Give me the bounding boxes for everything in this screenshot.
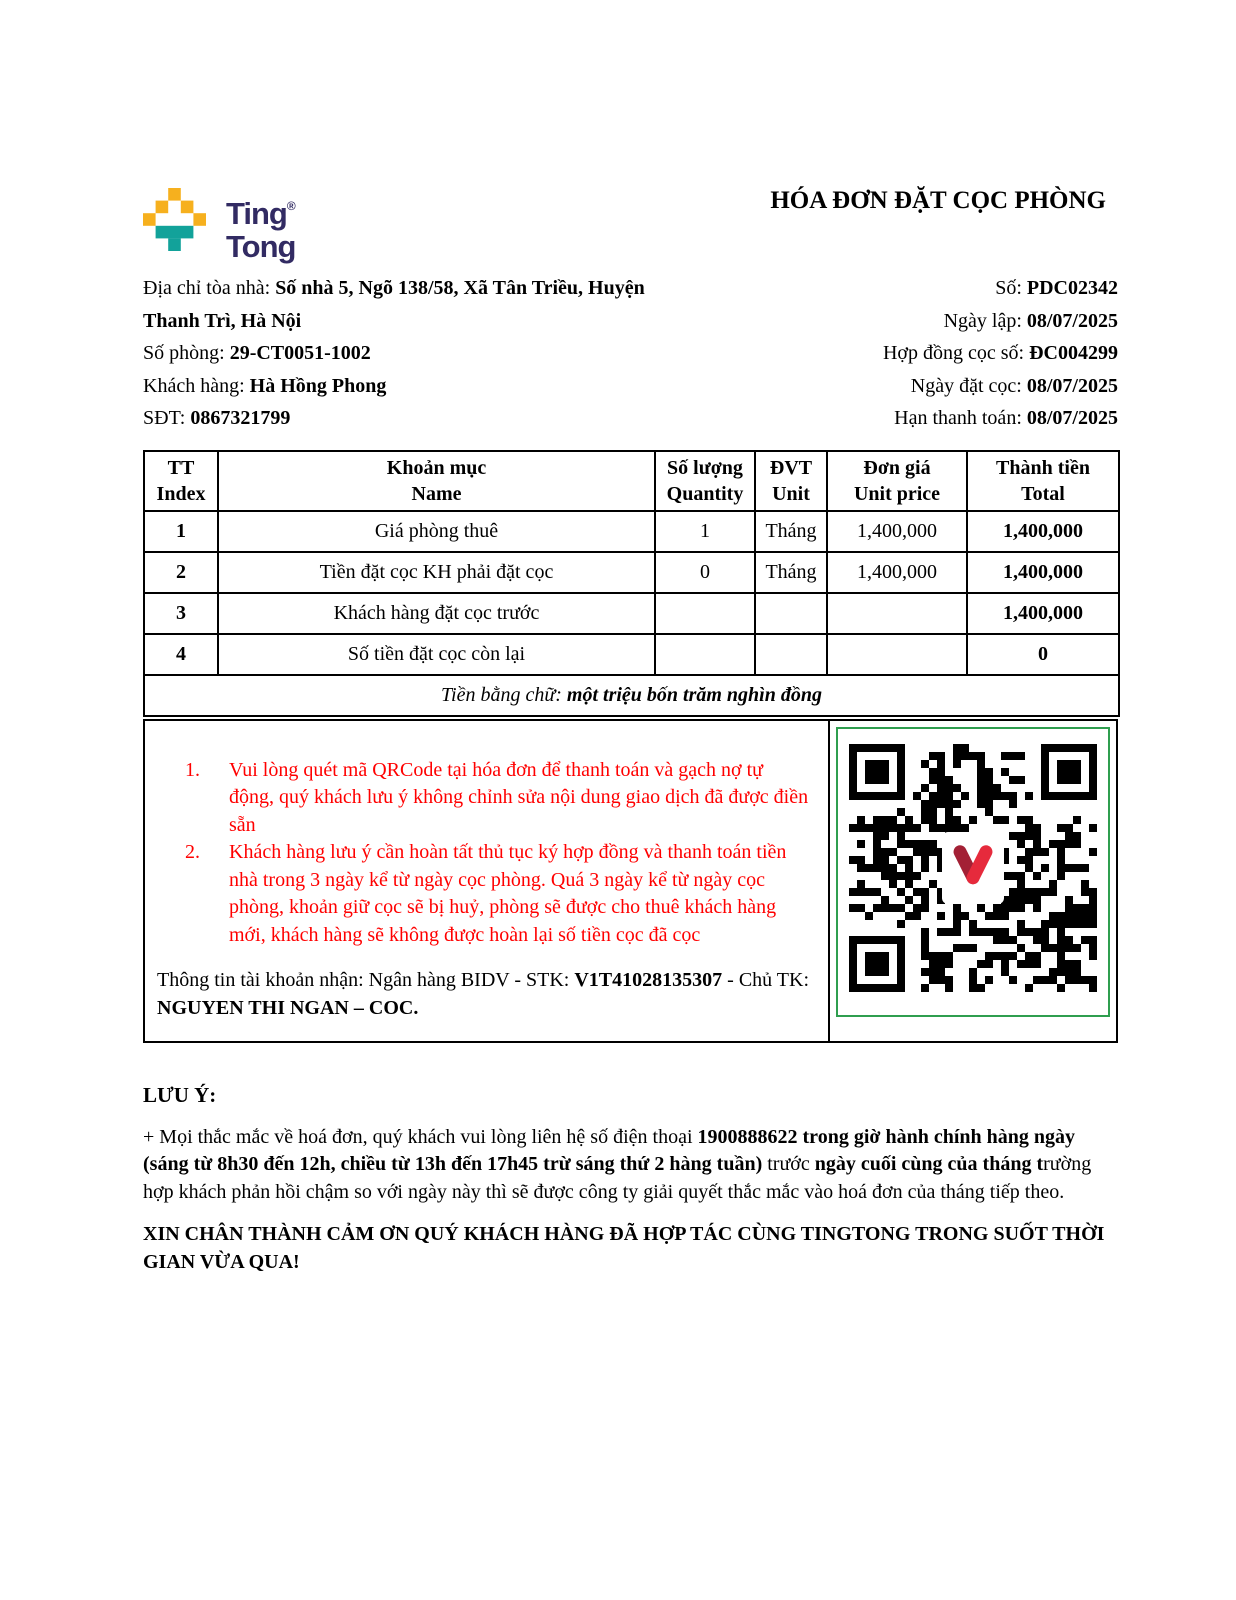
row2-unit: Tháng — [755, 552, 827, 593]
row1-index: 1 — [144, 511, 218, 552]
row1-quantity: 1 — [655, 511, 755, 552]
support-deadline: ngày cuối cùng của tháng t — [814, 1153, 1044, 1175]
col-header-unit: ĐVT Unit — [755, 451, 827, 511]
row3-index: 3 — [144, 593, 218, 634]
logo-wordmark — [226, 190, 296, 272]
room-number-row: Số phòng: 29-CT0051-1002 — [143, 342, 371, 364]
thank-you-note: XIN CHÂN THÀNH CẢM ƠN QUÝ KHÁCH HÀNG ĐÃ HỢP TÁC CÙNG TINGTONG TRONG SUỐT THỜI GIAN VỪA QUA! — [143, 1223, 1105, 1273]
amount-in-words-row — [144, 675, 1119, 716]
issue-date-row: Ngày lập: 08/07/2025 — [943, 309, 1118, 332]
row3-unit — [755, 593, 827, 634]
amount-in-words-value: một triệu bốn trăm nghìn đồng — [566, 683, 822, 706]
footer-note-heading: LƯU Ý: — [143, 1082, 217, 1107]
support-phone-hours: 1900888622 trong giờ hành chính hàng ngày (sáng từ 8h30 đến 12h, chiều từ 13h đến 17h45 trừ sáng thứ 2 hàng tuần) — [143, 1125, 1075, 1175]
row2-unit-price: 1,400,000 — [827, 552, 967, 593]
vnpay-v-icon — [946, 841, 1000, 895]
invoice-content — [143, 186, 1118, 1276]
invoice-meta — [143, 272, 1118, 435]
row4-index: 4 — [144, 634, 218, 675]
row1-name: Giá phòng thuê — [218, 511, 655, 552]
table-row — [144, 511, 1119, 552]
logo-word-tong: Tong — [226, 229, 296, 264]
row2-quantity: 0 — [655, 552, 755, 593]
bank-account-holder: NGUYEN THI NGAN – COC. — [157, 996, 419, 1019]
invoice-table — [143, 450, 1120, 717]
support-text: + Mọi thắc mắc về hoá đơn, quý khách vui lòng liên hệ số điện thoại — [143, 1125, 698, 1148]
support-text: rường hợp khách phản hồi chậm so với ngày này thì sẽ được công ty giải quyết thắc mắc vào hoá đơn của tháng tiếp theo. — [143, 1153, 1092, 1203]
note-text: Khách hàng lưu ý cần hoàn tất thủ tục ký hợp đồng và thanh toán tiền nhà trong 3 ngày kể từ ngày cọc phòng. Quá 3 ngày kể từ ngày cọc phòng, khoản giữ cọc sẽ bị huỷ, phòng sẽ được cho thuê khách hàng mới, khách hàng sẽ không được hoàn lại số tiền cọc đã cọc — [229, 841, 787, 946]
row3-name: Khách hàng đặt cọc trước — [218, 593, 655, 634]
header — [143, 186, 1118, 272]
table-row — [144, 634, 1119, 675]
note-item-2 — [185, 839, 828, 949]
row1-unit: Tháng — [755, 511, 827, 552]
payment-notes — [145, 721, 828, 1041]
bank-info-prefix: Thông tin tài khoản nhận: Ngân hàng BIDV - STK: — [157, 969, 575, 991]
address-row: Địa chỉ tòa nhà: Số nhà 5, Ngõ 138/58, Xã Tân Triều, Huyện Thanh Trì, Hà Nội — [143, 277, 645, 332]
support-paragraph — [143, 1124, 1118, 1207]
col-header-total: Thành tiền Total — [967, 451, 1119, 511]
tingtong-logo-icon — [143, 188, 206, 251]
row1-unit-price: 1,400,000 — [827, 511, 967, 552]
row4-unit-price — [827, 634, 967, 675]
due-date-row: Hạn thanh toán: 08/07/2025 — [894, 407, 1118, 429]
col-header-quantity: Số lượng Quantity — [655, 451, 755, 511]
payment-notes-box — [143, 719, 1118, 1043]
col-header-index: TT Index — [144, 451, 218, 511]
qr-center-badge — [942, 832, 1004, 904]
row3-total: 1,400,000 — [967, 593, 1119, 634]
support-text: trước — [762, 1153, 815, 1175]
contract-number-row: Hợp đồng cọc số: ĐC004299 — [882, 342, 1118, 364]
footer — [143, 1083, 1118, 1277]
phone-row: SĐT: 0867321799 — [143, 407, 291, 429]
qr-cell — [828, 721, 1116, 1041]
customer-info — [143, 272, 661, 435]
row4-quantity — [655, 634, 755, 675]
bank-account-number: V1T41028135307 — [574, 969, 723, 991]
row4-total: 0 — [967, 634, 1119, 675]
amount-in-words — [144, 675, 1119, 716]
amount-in-words-label: Tiền bằng chữ: — [441, 683, 567, 706]
row2-index: 2 — [144, 552, 218, 593]
col-header-unit-price: Đơn giá Unit price — [827, 451, 967, 511]
table-row — [144, 552, 1119, 593]
note-number: 2. — [185, 841, 200, 863]
invoice-number-row: Số: PDC02342 — [995, 277, 1118, 299]
invoice-detail-info — [661, 272, 1118, 435]
row3-unit-price — [827, 593, 967, 634]
company-logo — [143, 186, 573, 272]
row2-total: 1,400,000 — [967, 552, 1119, 593]
row2-name: Tiền đặt cọc KH phải đặt cọc — [218, 552, 655, 593]
deposit-date-row: Ngày đặt cọc: 08/07/2025 — [910, 374, 1118, 397]
col-header-name: Khoản mục Name — [218, 451, 655, 511]
registered-mark: ® — [286, 199, 296, 213]
qr-frame — [836, 727, 1110, 1017]
logo-word-ting: Ting — [226, 196, 287, 231]
note-item-1 — [185, 757, 828, 840]
row4-name: Số tiền đặt cọc còn lại — [218, 634, 655, 675]
bank-info — [157, 967, 814, 1022]
row1-total: 1,400,000 — [967, 511, 1119, 552]
bank-info-mid: - Chủ TK: — [722, 969, 810, 991]
customer-name-row: Khách hàng: Hà Hồng Phong — [143, 374, 387, 397]
table-header-row — [144, 451, 1119, 511]
invoice-title: HÓA ĐƠN ĐẶT CỌC PHÒNG — [770, 187, 1106, 214]
row3-quantity — [655, 593, 755, 634]
note-text: Vui lòng quét mã QRCode tại hóa đơn để thanh toán và gạch nợ tự động, quý khách lưu ý không chỉnh sửa nội dung giao dịch đã được điền sẵn — [229, 758, 809, 836]
note-number: 1. — [185, 758, 200, 781]
row4-unit — [755, 634, 827, 675]
table-row — [144, 593, 1119, 634]
